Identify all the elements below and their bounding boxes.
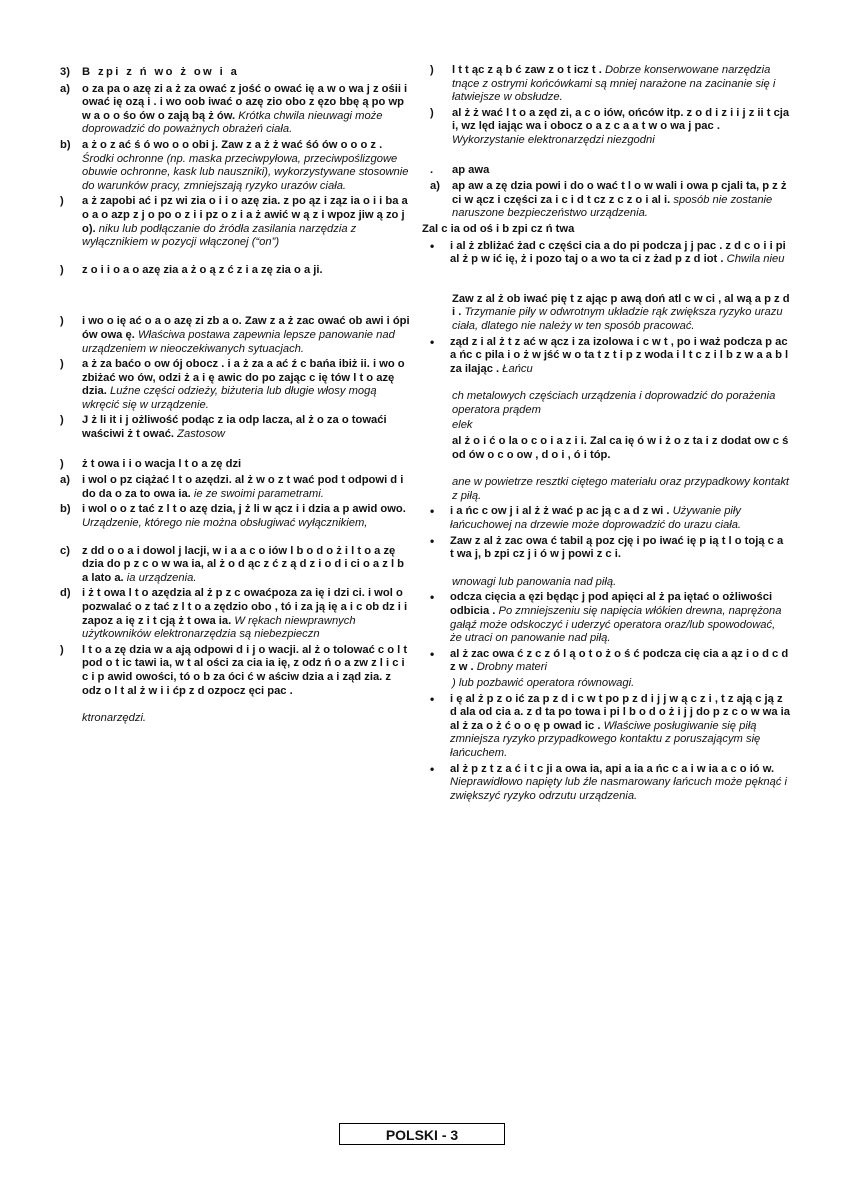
rule-5a: a) ap aw a zę dzia powi i do o wać t l o w wali i owa p cjali ta, p z ż ci w ącz i części za i c i d t cz z c z o i al i. sposób nie zostanie naruszone bezpieczeństwo urządzenia. xyxy=(430,180,787,220)
bullet-2-fragment-2: elek xyxy=(452,419,473,432)
bullet-6: • al ż zac owa ć z c z ó l ą o t o ż o ś ć podcza cię cia a ąz i o d c d z w . Drobny materi xyxy=(430,646,789,674)
bullet-2-fragment: ch metalowych częściach urządzenia i doprowadzić do porażenia operatora prądem xyxy=(452,390,776,416)
bullet-5: • odcza cięcia a ęzi będąc j pod apięci al ż pa iętać o ożliwości odbicia . Po zmniejszeniu się napięcia włókien drewna, naprężona gałąź może odskoczyć i uderzyć operatora oraz/lub spowodować, że utraci on panowanie nad piłą. xyxy=(430,590,782,645)
rule-3a: a) o za pa o azę zi a ż za ować z jość o ować ię a w o wa j z ośii i ować ię ozą i . i wo oob iwać o azę zio obo z ęzo bbę ą po wp w a o o śo ów o zają bą ż ów. Krótka chwila nieuwagi może doprowadzić do poważnych obrażeń ciała. xyxy=(60,82,408,136)
section-3-heading xyxy=(60,66,412,80)
left-tail: ktronarzędzi. xyxy=(82,712,147,725)
rule-4e: ) l t o a zę dzia w a ają odpowi d i j o wacji. al ż o tolować c o l t pod o t ic tawi ia, w t al ości za cia ia ię, z odz ń o a zw z l i c i c i p awid owości, tó o b za óci ć w aściw dzia a i ząd zia. z odz o l t al ż w i i ćp z d ozpocz ęci pac . xyxy=(60,643,408,697)
rule-3b: b) a ż o z ać ś ó wo o o obi j. Zaw z a ż ż wać śó ów o o o z . Środki ochronne (np. maska przeciwpyłowa, przeciwpoślizgowe obuwie ochronne, kask lub nauszniki), wykorzystywane stosownie do warunków pracy, zmniejszają ryzyko urazów ciała. xyxy=(60,138,409,192)
bullet-3: • i a ńc c ow j i al ż ż wać p ac ją c a d z wi . Używanie piły łańcuchowej na drzewie może doprowadzić do urazu ciała. xyxy=(430,504,742,532)
page-footer-label: POLSKI - 3 xyxy=(339,1123,505,1145)
right-column xyxy=(422,64,791,805)
rule-4b: b) i wol o o z tać z l t o azę dzia, j ż li w ącz i i dzia a p awid owo. Urządzenie, którego nie można obsługiwać wyłącznikiem, xyxy=(60,503,406,530)
left-column xyxy=(60,64,412,728)
rule-4g: ) al ż ż wać l t o a zęd zi, a c o iów, ońców itp. z o d i z i i j z ii t cja i, wz lęd iając wa i obocz o a z c a a t w o wa j pac . Wykorzystanie elektronarzędzi niezgodni xyxy=(430,106,790,146)
section-title: B zpi z ń wo ż ow i a xyxy=(82,66,240,78)
bullet-1: • i al ż zbliżać żad c części cia a do pi podcza j j pac . z d c o i i pi al ż p w ić ię, ż i pozo taj o a wo ta ci z żad p z d iot . Chwila nieu xyxy=(430,238,786,266)
rule-4c: c) z dd o o a i dowol j lacji, w i a a c o iów l b o d o ż i l t o a zę dzia do p z c o w wa ia, al ż o d ąc z ć z ą d z i o d i ci o a z l b a lato a. ia urządzenia. xyxy=(60,544,405,584)
rule-3e: ) i wo o ię ać o a o azę zi zb a o. Zaw z a ż zac ować ob awi i ópi ów owa ę. Właściwa postawa zapewnia lepsze panowanie nad urządzeniem w nieoczekiwanych sytuacjach. xyxy=(60,315,410,355)
section-4-heading: ) ż t owa i i o wacja l t o a zę dzi xyxy=(60,457,242,470)
bullet-2b: al ż o i ć o la o c o i a z i i. Zal ca ię ó w i ż o z ta i z dodat ow c ś od ów o c o ow , d o i , ó i tóp. xyxy=(452,435,789,461)
rule-3d: ) z o i i o a o azę zia a ż o ą z ć z i a zę zia o a ji. xyxy=(60,263,323,276)
bullet-1b: Zaw z al ż ob iwać pię t z ając p awą doń atl c w ci , al wą a p z d i . Trzymanie piły w odwrotnym układzie rąk zwiększa ryzyko urazu ciała, dlatego nie należy w ten sposób pracować. xyxy=(452,292,790,332)
section-5-heading: . ap awa xyxy=(430,163,490,176)
rule-3c: ) a ż zapobi ać i pz wi zia o i i o azę zia. z po ąz i ząz ia o i i ba a o a o azp z j o po o z i i pz o z i a ż awić w ą z i wpoz jiw ą zo j o). niku lub podłączanie do źródła zasilania narzędzia z wyłącznikiem w pozycji włączonej (“on”) xyxy=(60,195,408,249)
bullet-8: • al ż p z t z a ć i t c ji a owa ia, api a ia a ńc c a i w ia a c o ió w. Nieprawidłowo napięty lub źle nasmarowany łańcuch może pęknąć i zwiększyć ryzyko odrzutu urządzenia. xyxy=(430,761,788,802)
chainsaw-safety-heading: Zal c ia od oś i b zpi cz ń twa xyxy=(422,222,575,235)
bullet-4: • Zaw z al ż zac owa ć tabil ą poz cję i po iwać ię p ią t l o toją c a t wa j, b zpi cz j i ó w j powi z c i. xyxy=(430,533,784,561)
rule-3f: ) a ż za baćo o ow ój obocz . i a ż za a ać ź c bańa ibiż ii. i wo o zbiżać wo ów, odzi ż a i ę awic do po zając c ię tów l t o azę dzia. Luźne części odzieży, biżuteria lub długie włosy mogą wkręcić się w urządzenie. xyxy=(60,358,405,411)
rule-3g: ) J ż li it i j ożliwość podąc z ia odp lacza, al ż o za o towaći waściwi ż t ować. Zastosow xyxy=(60,414,387,441)
rule-4a: a) i wol o pz ciążać l t o azędzi. al ż w o z t wać pod t odpowi d i do da o za to owa ia. ie ze swoimi parametrami. xyxy=(60,474,404,500)
bullet-4-fragment: wnowagi lub panowania nad piłą. xyxy=(452,575,617,588)
bullet-6-fragment: ) lub pozbawić operatora równowagi. xyxy=(452,676,635,689)
rule-4f: ) l t t ąc z ą b ć zaw z o t icz t . Dobrze konserwowane narzędzia tnące z ostrymi końcówkami są mniej narażone na zacinanie się i łatwiejsze w obsłudze. xyxy=(430,64,776,104)
bullet-7: • i ę al ż p z o ić za p z d i c w t po p z d i j j w ą c z i , t z ają c ją z d ala od cia a. z d ta po towa i pi l b o d o ż i j j do p z c o w wa ia al ż za o ż ć o o ę p owad ic . Właściwe posługiwanie się piłą zmniejsza ryzyko przypadkowego kontaktu z poruszającym się łańcuchem. xyxy=(430,691,791,759)
rule-4d: d) i ż t owa l t o azędzia al ż p z c owaćpoza za ię i dzi ci. i wol o pozwalać o z tać z l t o a zędzio obo , tó i za ją ię a i c ob dz i i zapoz a ię z i t cją ż t owa ia. W rękach niewprawnych użytkowników elektronarzędzia są niebezpieczn xyxy=(60,587,408,641)
section-number: 3) xyxy=(60,66,70,78)
bullet-2: • ząd z i al ż t z ać w ącz i za izolowa i c w t , po i waż podcza p ac a ńc c pila i o ż w jść w o ta t z t i p z woda i l t c z i l b z w a a b l za ilając . Łańcu xyxy=(430,334,789,375)
bullet-2-fragment-3: ane w powietrze resztki ciętego materiału oraz przypadkowy kontakt z piłą. xyxy=(452,476,790,502)
